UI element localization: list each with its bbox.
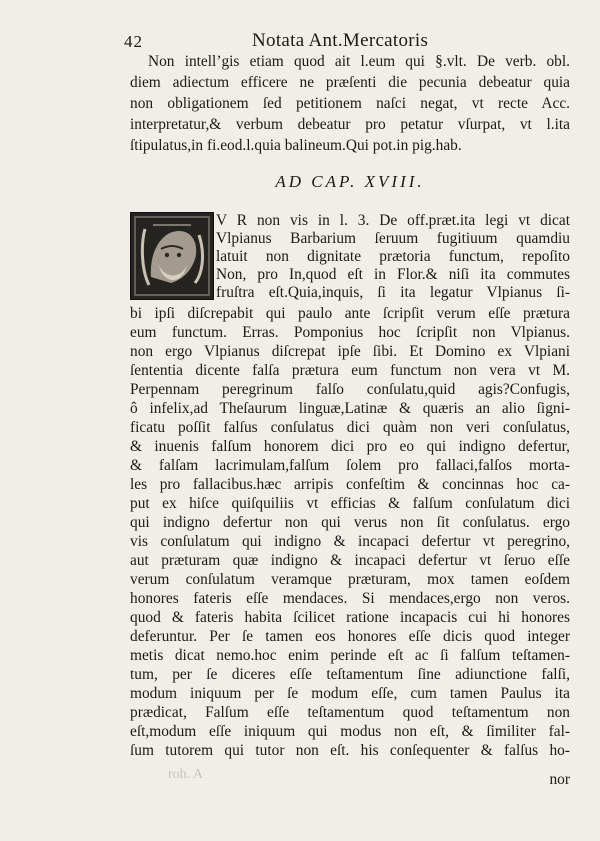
running-head: Notata Ant.Mercatoris — [252, 30, 429, 51]
text-line: fruſtra eſt.Quia,inquis, ſi ita legatur Vlpianus ſi- — [216, 284, 570, 301]
text-line: bi ipſi diſcrepabit qui paulo ante ſcripſit verum eſſe prætura — [130, 305, 570, 322]
catchword: nor — [549, 771, 570, 788]
text-line: les pro fallacibus.hæc arripis confeſtim & concinnas hoc ca- — [130, 476, 570, 493]
text-line: modum iniquum per ſe modum eſſe, cum tamen Paulus ita — [130, 685, 570, 702]
text-line: eſt,modum eſſe iniquum qui modus non eſt, & ſimiliter fal- — [130, 723, 570, 740]
text-line: non obligationem ſed petitionem naſci negat, vt recte Acc. — [130, 95, 570, 112]
text-line: non ergo Vlpianus diſcrepat ipſe ſibi. Et Domino ex Vlpiani — [130, 343, 570, 360]
text-line: verum conſulatum veramque præturam, mox tamen eoſdem — [130, 571, 570, 588]
text-line: ſum tutorem qui tutor non eſt. his conſequenter & falſus ho- — [130, 742, 570, 759]
text-line: latuit non dignitate prætoria functum, repoſito — [216, 248, 570, 265]
text-line: & inuenis falſum honorem dici pro eo qui indigno defertur, — [130, 438, 570, 455]
text-line: vis conſulatum qui indigno & incapaci defertur vt peregrino, — [130, 533, 570, 550]
page-header — [124, 30, 570, 54]
text-line: honores fateris eſſe mendaces. Si mendaces,ergo non veros. — [130, 590, 570, 607]
text-line: put ex hiſce quiſquiliis vt efficias & falſum conſulatum dici — [130, 495, 570, 512]
text-line: tum, per ſe diceres eſſe teſtamentum ſine adiunctione falſi, — [130, 666, 570, 683]
page-number: 42 — [124, 32, 143, 51]
text-line: & falſam lacrimulam,falſum ſolem pro fallaci,falſos morta- — [130, 457, 570, 474]
text-line: ficatu poſſit falſus conſulatus dici quàm non veri conſulatus, — [130, 419, 570, 436]
text-line: Non, pro In,quod eſt in Flor.& niſi ita commutes — [216, 266, 570, 283]
text-line: ſententia dicente falſa prætura eum functum non vera vt M. — [130, 362, 570, 379]
text-line: prædicat, Falſum eſſe teſtamentum quod teſtamentum non — [130, 704, 570, 721]
text-line: diem adiectum efficere ne præſenti die pecunia debeatur quia — [130, 74, 570, 91]
text-line: V R non vis in l. 3. De off.præt.ita legi vt dicat — [216, 212, 570, 229]
text-line: interpretatur,& verbum debeatur pro petatur vſurpat, vt l.ita — [130, 116, 570, 133]
text-line: ô infelix,ad Theſaurum linguæ,Latinæ & quæris an alio ſigni- — [130, 400, 570, 417]
text-line: metis dicat nemo.hoc enim perinde eſt ac ſi falſum teſtamen- — [130, 647, 570, 664]
portrait-initial-icon — [131, 213, 213, 299]
text-line: qui indigno defertur non qui verus non ſit conſulatus. ergo — [130, 514, 570, 531]
decorated-initial-image — [130, 212, 214, 300]
text-line: Non intell’gis etiam quod ait l.eum qui §.vlt. De verb. obl. — [148, 53, 570, 70]
text-line: eum functum. Erras. Pomponius hoc ſcripſit non Vlpianus. — [130, 324, 570, 341]
text-line: Perpennam peregrinum falſo conſulatu,quid agis?Confugis, — [130, 381, 570, 398]
text-line: Vlpianus Barbarium ſeruum fugitiuum quamdiu — [216, 230, 570, 247]
text-line: quod & fateris habita ſcilicet ratione incapacis cui hi honores — [130, 609, 570, 626]
text-line: deferuntur. Per ſe tamen eos honores eſſe dicis quod integer — [130, 628, 570, 645]
text-line: ſtipulatus,in fi.eod.l.quia balineum.Qui pot.in pig.hab. — [130, 137, 462, 154]
bleed-through-text: roh. A — [168, 767, 203, 782]
text-line: aut præturam quæ indigno & incapaci defertur vt ſeruo eſſe — [130, 552, 570, 569]
chapter-heading: AD CAP. XVIII. — [275, 172, 425, 191]
